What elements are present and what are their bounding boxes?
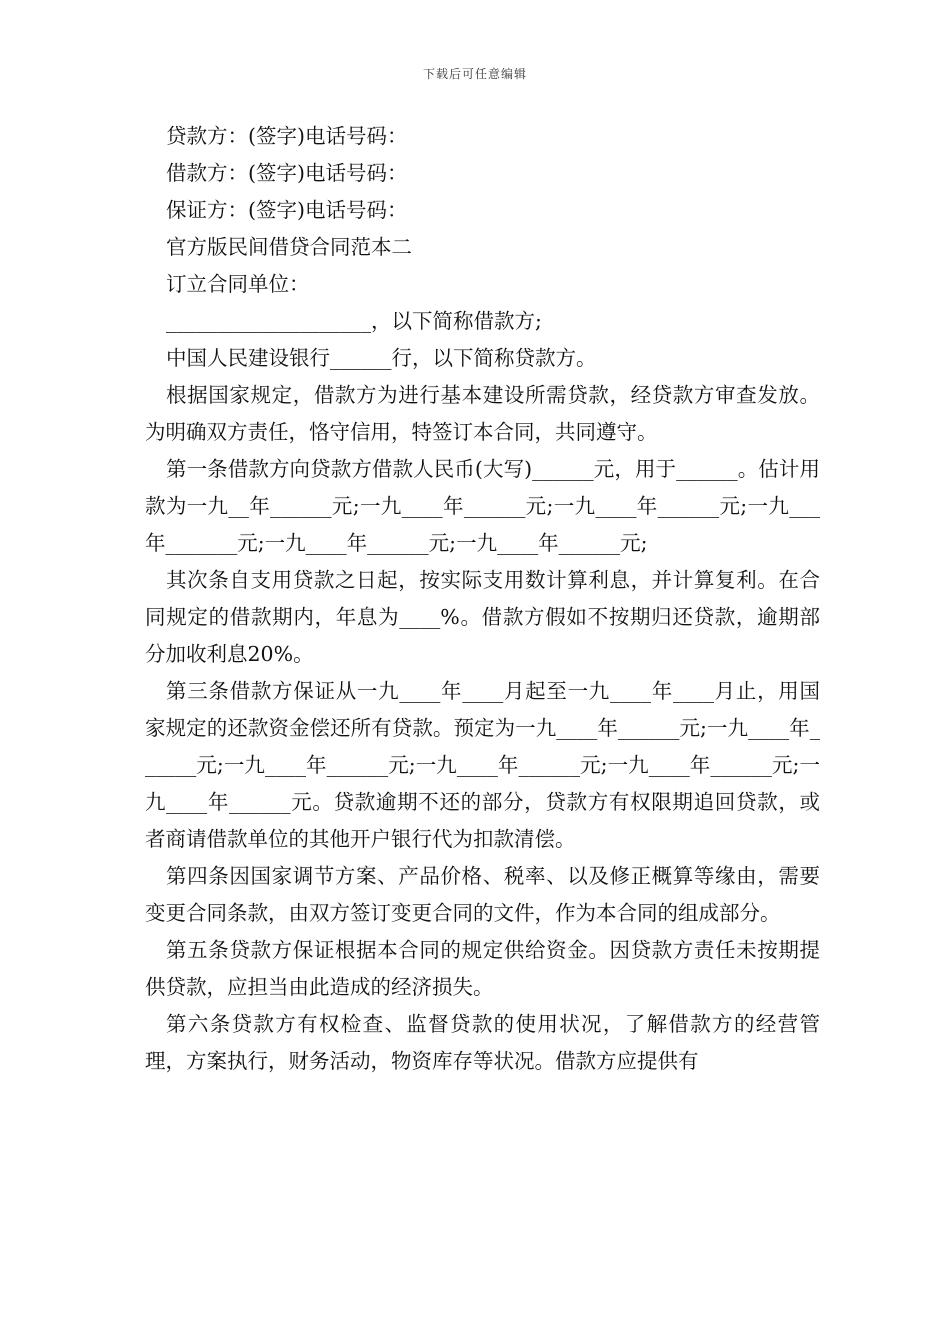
article-6-paragraph: 第六条贷款方有权检查、监督贷款的使用状况，了解借款方的经营管理，方案执行，财务活动，物资库存等状况。借款方应提供有: [145, 1012, 820, 1073]
article-1-paragraph: 第一条借款方向贷款方借款人民币(大写)______元，用于______。估计用款为一九__年______元;一九____年______元;一九____年______元;一九___年_______元;一九____年______元;一九____年______元;: [145, 457, 820, 555]
contract-title: 官方版民间借贷合同范本二: [166, 235, 412, 259]
article-5-paragraph: 第五条贷款方保证根据本合同的规定供给资金。因贷款方责任未按期提供贷款，应担当由此造成的经济损失。: [145, 938, 820, 999]
borrower-name-blank: ____________________，以下简称借款方;: [166, 309, 542, 333]
document-body: [145, 118, 820, 1080]
lender-signature-line: 贷款方：(签字)电话号码：: [166, 124, 408, 148]
article-3-paragraph: 第三条借款方保证从一九____年____月起至一九____年____月止，用国家规定的还款资金偿还所有贷款。预定为一九____年______元;一九____年______元;一九____年______元;一九____年______元;一九____年______元;一九____年______元。贷款逾期不还的部分，贷款方有权限期追回贷款，或者商请借款单位的其他开户银行代为扣款清偿。: [145, 679, 820, 851]
preamble-paragraph: 根据国家规定，借款方为进行基本建设所需贷款，经贷款方审查发放。为明确双方责任，恪守信用，特签订本合同，共同遵守。: [145, 383, 820, 444]
borrower-signature-line: 借款方：(签字)电话号码：: [166, 161, 408, 185]
contracting-parties-label: 订立合同单位：: [166, 272, 310, 296]
lender-bank-blank: 中国人民建设银行______行，以下简称贷款方。: [166, 346, 597, 370]
article-4-paragraph: 第四条因国家调节方案、产品价格、税率、以及修正概算等缘由，需要变更合同条款，由双方签订变更合同的文件，作为本合同的组成部分。: [145, 864, 820, 925]
article-2-paragraph: 其次条自支用贷款之日起，按实际支用数计算利息，并计算复利。在合同规定的借款期内，年息为____%。借款方假如不按期归还贷款，逾期部分加收利息20%。: [145, 568, 820, 666]
page-header-note: 下载后可任意编辑: [422, 67, 527, 81]
guarantor-signature-line: 保证方：(签字)电话号码：: [166, 198, 408, 222]
